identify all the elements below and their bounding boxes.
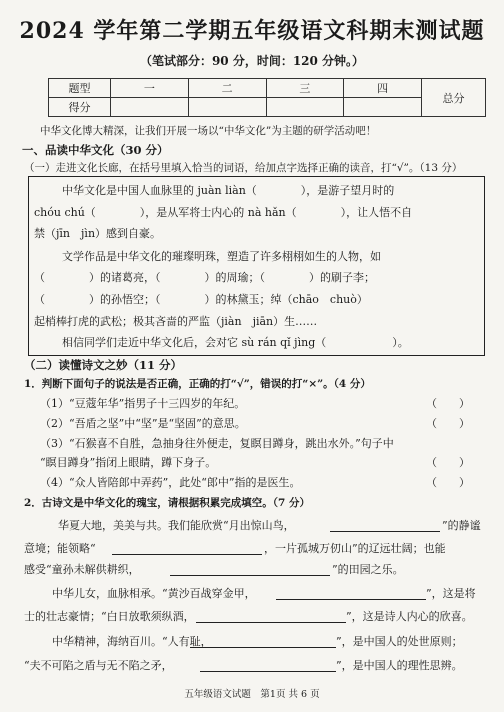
q1-item-3: （3）“石猴喜不自胜，急抽身往外便走，复瞑目蹲身，跳出水外。”句子中 (40, 437, 394, 450)
q2-blank-4[interactable] (276, 587, 426, 600)
part1-heading: （一）走进文化长廊，在括号里填入恰当的词语，给加点字选择正确的读音，打“√”。（13 分） (24, 162, 463, 174)
part2-heading: （二）读懂诗文之妙（11 分） (24, 358, 183, 372)
q2-blank-5[interactable] (196, 610, 346, 623)
q1-answer-2[interactable]: （ ） (426, 417, 470, 430)
score-cell-1[interactable] (111, 98, 189, 117)
q2-line-4b: ”，这是将 (426, 587, 476, 600)
score-row-label: 得分 (49, 98, 111, 117)
q2-line-7b: ”，是中国人的理性思辨。 (336, 659, 463, 672)
part1-line-8: 相信同学们走近中华文化后，会对它 sù rán qǐ jìng（ ）。 (62, 336, 409, 349)
q2-blank-1[interactable] (330, 519, 440, 532)
q2-line-7a: “夫不可陷之盾与无不陷之矛， (24, 659, 173, 672)
q2-line-2b: ，一片孤城万仞山”的辽远壮阔；也能 (264, 542, 446, 555)
q2-line-6a: 中华精神，海纳百川。“人有耻， (52, 635, 212, 648)
score-table (48, 78, 486, 117)
q1-heading: 1．判断下面句子的说法是否正确，正确的打“√”，错误的打“×”。（4 分） (24, 378, 371, 390)
q2-blank-7[interactable] (200, 659, 336, 672)
part1-line-4: 文学作品是中华文化的璀璨明珠，塑造了许多栩栩如生的人物，如 (62, 250, 381, 263)
exam-title: 2024 学年第二学期五年级语文科期末测试题 (19, 18, 485, 44)
score-cell-4[interactable] (344, 98, 422, 117)
q1-item-2: （2）“吾盾之坚”中“坚”是“坚固”的意思。 (40, 417, 246, 430)
part1-box (28, 176, 485, 356)
part1-line-1: 中华文化是中国人血脉里的 juàn liàn（ ），是游子望月时的 (62, 184, 395, 197)
part1-line-6: （ ）的孙悟空；（ ）的林黛玉；绰（chāo chuò） (34, 293, 368, 306)
q2-heading: 2．古诗文是中华文化的瑰宝，请根据积累完成填空。（7 分） (24, 497, 311, 509)
score-header-type: 题型 (49, 79, 111, 98)
q2-line-2a: 意境；能领略“ (24, 542, 96, 555)
part1-line-5: （ ）的诸葛亮，（ ）的周瑜；（ ）的刷子李； (34, 271, 375, 284)
q1-item-3-cont: “瞑目蹲身”指闭上眼睛，蹲下身子。 (40, 456, 217, 469)
score-header-2: 二 (188, 79, 266, 98)
q2-line-5a: 士的壮志豪情；“白日放歌须纵酒， (24, 610, 195, 623)
part1-line-2: chóu chú（ ），是从军将士内心的 nà hǎn（ ），让人悟不自 (34, 206, 413, 219)
q2-line-1a: 华夏大地，美美与共。我们能欣赏“月出惊山鸟， (58, 519, 295, 532)
q2-line-4a: 中华儿女，血脉相承。“黄沙百战穿金甲， (52, 587, 256, 600)
page-footer: 五年级语文试题 第1页 共 6 页 (184, 689, 320, 700)
q2-line-3b: ”的田园之乐。 (332, 563, 404, 576)
q1-item-4: （4）“众人皆陪郎中弄药”，此处“郎中”指的是医生。 (40, 476, 301, 489)
score-total-label: 总分 (421, 79, 485, 117)
q2-line-3a: 感受“童孙未解供耕织， (24, 563, 140, 576)
q1-answer-4[interactable]: （ ） (426, 476, 470, 489)
part1-line-7: 起梢棒打虎的武松；极其吝啬的严监（jiàn jiān）生…… (34, 315, 318, 328)
q2-blank-3[interactable] (170, 563, 330, 576)
part1-line-3: 禁（jīn jìn）感到自豪。 (34, 227, 162, 240)
q2-blank-2[interactable] (112, 542, 262, 555)
q1-answer-3[interactable]: （ ） (426, 456, 470, 469)
score-header-3: 三 (266, 79, 344, 98)
q1-answer-1[interactable]: （ ） (426, 397, 470, 410)
q2-line-1b: ”的静谧 (442, 519, 481, 532)
q2-blank-6[interactable] (190, 635, 336, 648)
exam-subtitle: （笔试部分：90 分，时间：120 分钟。） (139, 54, 365, 68)
q2-line-6b: ”，是中国人的处世原则； (336, 635, 463, 648)
score-header-1: 一 (111, 79, 189, 98)
intro-text: 中华文化博大精深，让我们开展一场以“中华文化”为主题的研学活动吧！ (40, 125, 377, 137)
score-cell-3[interactable] (266, 98, 344, 117)
q1-item-1: （1）“豆蔻年华”指男子十三四岁的年纪。 (40, 397, 246, 410)
score-cell-2[interactable] (188, 98, 266, 117)
section1-heading: 一、品读中华文化（30 分） (22, 143, 169, 157)
q2-line-5b: ”，这是诗人内心的欣喜。 (346, 610, 473, 623)
score-header-4: 四 (344, 79, 422, 98)
